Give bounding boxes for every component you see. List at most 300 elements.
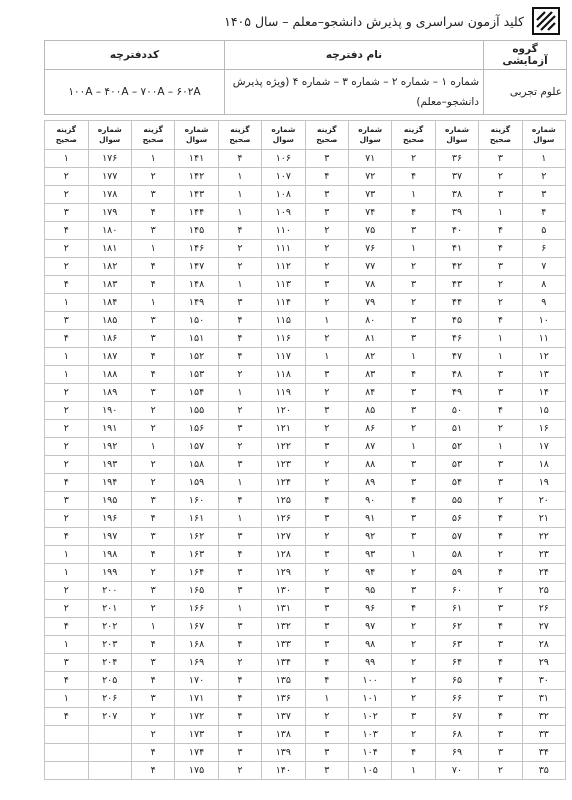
- correct-answer: ۴: [45, 528, 89, 546]
- question-number: [88, 744, 131, 762]
- question-number: ۶۸: [435, 726, 478, 744]
- correct-answer: ۲: [479, 294, 522, 312]
- question-number: ۳۸: [435, 186, 478, 204]
- question-number: ۱۱: [522, 330, 565, 348]
- correct-answer: ۴: [218, 708, 261, 726]
- question-number: ۱۸۸: [88, 366, 131, 384]
- question-number: ۱۰: [522, 312, 565, 330]
- correct-answer: ۱: [45, 690, 89, 708]
- question-number: ۵۱: [435, 420, 478, 438]
- correct-answer: ۲: [392, 672, 435, 690]
- question-number: ۱۲۹: [262, 564, 305, 582]
- question-number: ۱۱۶: [262, 330, 305, 348]
- question-number: ۱۰۴: [348, 744, 391, 762]
- question-number: ۷۶: [348, 240, 391, 258]
- question-number: ۱۹۳: [88, 456, 131, 474]
- question-number: ۱۱۲: [262, 258, 305, 276]
- question-number: ۱۶۲: [175, 528, 218, 546]
- question-number: ۶۱: [435, 600, 478, 618]
- correct-answer: ۲: [479, 492, 522, 510]
- question-number: ۷۹: [348, 294, 391, 312]
- correct-answer: ۳: [479, 150, 522, 168]
- question-number: ۴۲: [435, 258, 478, 276]
- question-number: ۵۰: [435, 402, 478, 420]
- correct-answer: ۴: [131, 636, 174, 654]
- correct-answer: ۳: [218, 582, 261, 600]
- correct-answer: ۴: [218, 636, 261, 654]
- correct-answer: ۴: [131, 258, 174, 276]
- question-number: ۲: [522, 168, 565, 186]
- question-number: ۱۹۲: [88, 438, 131, 456]
- correct-answer: ۲: [45, 168, 89, 186]
- correct-answer: ۴: [479, 240, 522, 258]
- correct-answer: ۱: [45, 294, 89, 312]
- question-number: ۱۳۳: [262, 636, 305, 654]
- question-number: ۱۱۷: [262, 348, 305, 366]
- correct-answer: ۴: [479, 618, 522, 636]
- table-row: [45, 384, 566, 402]
- correct-answer: ۴: [305, 492, 348, 510]
- correct-answer: ۳: [305, 600, 348, 618]
- table-row: [45, 546, 566, 564]
- question-number: ۱۲۳: [262, 456, 305, 474]
- question-number: ۴: [522, 204, 565, 222]
- correct-answer: ۴: [392, 744, 435, 762]
- correct-answer: ۳: [131, 222, 174, 240]
- correct-answer: ۳: [305, 618, 348, 636]
- correct-answer: ۴: [479, 402, 522, 420]
- question-number: ۱۸۰: [88, 222, 131, 240]
- correct-answer: ۳: [45, 312, 89, 330]
- correct-answer: ۴: [131, 762, 174, 780]
- question-number: ۱۶۷: [175, 618, 218, 636]
- correct-answer: ۲: [392, 150, 435, 168]
- correct-answer: ۴: [218, 690, 261, 708]
- correct-answer: ۳: [131, 582, 174, 600]
- question-number: ۱۱۰: [262, 222, 305, 240]
- correct-answer: ۴: [45, 276, 89, 294]
- correct-answer: ۲: [45, 456, 89, 474]
- question-number: ۳۷: [435, 168, 478, 186]
- correct-answer-header: گزینه صحیح: [392, 121, 435, 150]
- correct-answer: ۴: [218, 312, 261, 330]
- table-row: [45, 528, 566, 546]
- question-number: ۸۹: [348, 474, 391, 492]
- table-row: [45, 474, 566, 492]
- question-number: ۴۷: [435, 348, 478, 366]
- correct-answer: ۳: [305, 186, 348, 204]
- correct-answer-header: گزینه صحیح: [218, 121, 261, 150]
- question-number: ۸۳: [348, 366, 391, 384]
- correct-answer: ۴: [479, 708, 522, 726]
- correct-answer: ۱: [218, 186, 261, 204]
- table-row: [45, 618, 566, 636]
- correct-answer: ۲: [131, 600, 174, 618]
- question-number: ۵۶: [435, 510, 478, 528]
- correct-answer: ۲: [45, 600, 89, 618]
- question-number: ۴۳: [435, 276, 478, 294]
- correct-answer: ۳: [305, 582, 348, 600]
- correct-answer: ۲: [45, 582, 89, 600]
- correct-answer: ۲: [218, 366, 261, 384]
- question-number: ۱: [522, 150, 565, 168]
- table-row: [45, 186, 566, 204]
- correct-answer: ۲: [305, 456, 348, 474]
- correct-answer: ۲: [305, 564, 348, 582]
- correct-answer: ۲: [45, 438, 89, 456]
- correct-answer: ۱: [45, 348, 89, 366]
- correct-answer: ۱: [218, 276, 261, 294]
- question-number: ۱۳: [522, 366, 565, 384]
- correct-answer: ۲: [305, 708, 348, 726]
- question-number: ۹۰: [348, 492, 391, 510]
- question-number: ۲۰۲: [88, 618, 131, 636]
- question-number: ۲۲: [522, 528, 565, 546]
- correct-answer: ۳: [218, 420, 261, 438]
- question-number: ۶۰: [435, 582, 478, 600]
- table-row: [45, 222, 566, 240]
- question-number-header: شماره سوال: [435, 121, 478, 150]
- question-number: ۷۳: [348, 186, 391, 204]
- correct-answer: ۲: [305, 294, 348, 312]
- correct-answer: ۱: [218, 204, 261, 222]
- question-number: ۱۱۴: [262, 294, 305, 312]
- question-number: ۸۱: [348, 330, 391, 348]
- question-number: ۵۵: [435, 492, 478, 510]
- question-number: ۱۲۵: [262, 492, 305, 510]
- question-number: ۵۷: [435, 528, 478, 546]
- table-row: [45, 150, 566, 168]
- question-number: ۱۰۱: [348, 690, 391, 708]
- correct-answer: ۲: [131, 420, 174, 438]
- correct-answer: ۳: [479, 744, 522, 762]
- correct-answer: ۲: [305, 528, 348, 546]
- question-number: ۴۸: [435, 366, 478, 384]
- question-number: ۱۰۵: [348, 762, 391, 780]
- column-header-row: [45, 121, 566, 150]
- question-number: ۱۲۶: [262, 510, 305, 528]
- question-number: ۱۲: [522, 348, 565, 366]
- correct-answer: ۴: [131, 366, 174, 384]
- correct-answer: ۳: [392, 456, 435, 474]
- correct-answer: ۲: [392, 564, 435, 582]
- correct-answer: ۲: [45, 510, 89, 528]
- correct-answer: ۳: [392, 510, 435, 528]
- question-number: ۱۶۸: [175, 636, 218, 654]
- correct-answer: ۴: [218, 546, 261, 564]
- question-number: ۹۹: [348, 654, 391, 672]
- question-number: ۱۴۰: [262, 762, 305, 780]
- question-number: ۱۹۶: [88, 510, 131, 528]
- question-number: ۲۵: [522, 582, 565, 600]
- question-number: ۱۳۷: [262, 708, 305, 726]
- question-number: ۵۸: [435, 546, 478, 564]
- correct-answer: ۳: [218, 294, 261, 312]
- header: [40, 6, 560, 36]
- correct-answer: ۱: [131, 150, 174, 168]
- question-number: ۱۵۳: [175, 366, 218, 384]
- question-number: ۵۴: [435, 474, 478, 492]
- question-number: ۱۴۸: [175, 276, 218, 294]
- question-number: ۲۰۴: [88, 654, 131, 672]
- question-number: ۱۸۷: [88, 348, 131, 366]
- question-number: ۱۴: [522, 384, 565, 402]
- correct-answer: ۱: [45, 564, 89, 582]
- correct-answer: ۴: [218, 222, 261, 240]
- correct-answer: ۲: [392, 420, 435, 438]
- correct-answer: ۳: [305, 366, 348, 384]
- correct-answer: ۱: [392, 240, 435, 258]
- question-number: ۱۰۶: [262, 150, 305, 168]
- correct-answer: ۲: [305, 330, 348, 348]
- question-number: ۱۷۱: [175, 690, 218, 708]
- question-number: ۱۶۰: [175, 492, 218, 510]
- question-number: ۹۴: [348, 564, 391, 582]
- question-number: ۲۹: [522, 654, 565, 672]
- correct-answer: ۲: [305, 420, 348, 438]
- question-number: ۱۸۵: [88, 312, 131, 330]
- correct-answer: ۴: [45, 618, 89, 636]
- question-number: ۱۵۵: [175, 402, 218, 420]
- correct-answer-header: گزینه صحیح: [479, 121, 522, 150]
- correct-answer: ۳: [305, 150, 348, 168]
- question-number-header: شماره سوال: [175, 121, 218, 150]
- answer-key-table: [44, 120, 566, 780]
- question-number: ۱۷۸: [88, 186, 131, 204]
- booklet-codes-value: ۱۰۰A – ۴۰۰A – ۷۰۰A – ۶۰۲A: [45, 70, 225, 115]
- correct-answer: ۱: [131, 294, 174, 312]
- table-row: [45, 510, 566, 528]
- table-row: [45, 168, 566, 186]
- correct-answer: ۱: [392, 348, 435, 366]
- question-number: ۶۳: [435, 636, 478, 654]
- question-number: ۱۹۷: [88, 528, 131, 546]
- group-value: علوم تجربی: [484, 70, 567, 115]
- question-number: ۲۰۳: [88, 636, 131, 654]
- question-number: ۱۲۱: [262, 420, 305, 438]
- question-number: ۱۴۲: [175, 168, 218, 186]
- correct-answer: ۳: [131, 690, 174, 708]
- correct-answer: ۴: [392, 168, 435, 186]
- question-number: ۲۳: [522, 546, 565, 564]
- correct-answer: ۴: [392, 600, 435, 618]
- correct-answer: ۲: [392, 294, 435, 312]
- correct-answer: ۳: [131, 528, 174, 546]
- question-number: ۶: [522, 240, 565, 258]
- table-row: [45, 762, 566, 780]
- question-number: ۱۹: [522, 474, 565, 492]
- table-row: [45, 600, 566, 618]
- question-number: ۸۶: [348, 420, 391, 438]
- correct-answer: ۳: [218, 618, 261, 636]
- correct-answer-header: گزینه صحیح: [305, 121, 348, 150]
- question-number: ۳۵: [522, 762, 565, 780]
- question-number-header: شماره سوال: [88, 121, 131, 150]
- correct-answer: ۴: [479, 222, 522, 240]
- correct-answer: ۴: [131, 204, 174, 222]
- correct-answer: ۴: [479, 528, 522, 546]
- question-number: ۹۷: [348, 618, 391, 636]
- question-number: ۹۶: [348, 600, 391, 618]
- correct-answer: ۴: [479, 312, 522, 330]
- correct-answer: ۲: [392, 654, 435, 672]
- brand-logo-icon: [532, 7, 560, 35]
- table-row: [45, 420, 566, 438]
- question-number: ۱۵۶: [175, 420, 218, 438]
- question-number: ۱۳۲: [262, 618, 305, 636]
- booklet-name-header: نام دفترچه: [225, 41, 484, 70]
- correct-answer: ۳: [305, 510, 348, 528]
- correct-answer: ۳: [305, 762, 348, 780]
- correct-answer: ۴: [45, 474, 89, 492]
- correct-answer: ۲: [392, 618, 435, 636]
- question-number: ۱۷۰: [175, 672, 218, 690]
- question-number: ۱۰۰: [348, 672, 391, 690]
- correct-answer: ۴: [131, 744, 174, 762]
- correct-answer: ۱: [479, 348, 522, 366]
- question-number: ۱۳۸: [262, 726, 305, 744]
- table-row: [45, 564, 566, 582]
- correct-answer: ۱: [218, 510, 261, 528]
- question-number: ۴۹: [435, 384, 478, 402]
- table-row: [45, 636, 566, 654]
- correct-answer-header: گزینه صحیح: [131, 121, 174, 150]
- table-row: [45, 240, 566, 258]
- correct-answer: ۴: [479, 672, 522, 690]
- question-number: ۱۹۰: [88, 402, 131, 420]
- correct-answer: ۱: [218, 384, 261, 402]
- correct-answer: ۱: [392, 762, 435, 780]
- correct-answer: ۳: [131, 492, 174, 510]
- question-number: ۱۳۵: [262, 672, 305, 690]
- correct-answer: ۲: [218, 402, 261, 420]
- correct-answer: ۲: [392, 726, 435, 744]
- correct-answer: ۳: [479, 456, 522, 474]
- question-number: ۱۷۵: [175, 762, 218, 780]
- question-number: ۲۶: [522, 600, 565, 618]
- question-number: ۱۴۱: [175, 150, 218, 168]
- correct-answer: ۳: [479, 366, 522, 384]
- correct-answer: ۲: [392, 690, 435, 708]
- question-number: ۳۳: [522, 726, 565, 744]
- correct-answer: ۲: [218, 762, 261, 780]
- correct-answer: ۳: [131, 654, 174, 672]
- question-number: ۱۲۰: [262, 402, 305, 420]
- correct-answer: ۴: [392, 204, 435, 222]
- question-number: ۱۰۲: [348, 708, 391, 726]
- table-row: [45, 690, 566, 708]
- correct-answer: ۳: [218, 456, 261, 474]
- correct-answer: ۲: [218, 240, 261, 258]
- correct-answer: ۱: [479, 438, 522, 456]
- question-number: ۱۵: [522, 402, 565, 420]
- correct-answer: ۳: [479, 186, 522, 204]
- question-number: ۱۳۴: [262, 654, 305, 672]
- question-number: ۴۵: [435, 312, 478, 330]
- correct-answer: ۲: [305, 222, 348, 240]
- page-title: کلید آزمون سراسری و پذیرش دانشجو–معلم – سال ۱۴۰۵: [224, 13, 524, 29]
- correct-answer: ۲: [479, 420, 522, 438]
- question-number: ۹۸: [348, 636, 391, 654]
- question-number: ۷۲: [348, 168, 391, 186]
- question-number: ۱۴۳: [175, 186, 218, 204]
- correct-answer: ۳: [479, 690, 522, 708]
- table-row: [45, 726, 566, 744]
- correct-answer: ۲: [45, 240, 89, 258]
- correct-answer: ۳: [392, 276, 435, 294]
- question-number-header: شماره سوال: [348, 121, 391, 150]
- correct-answer: ۲: [479, 762, 522, 780]
- correct-answer: ۳: [45, 492, 89, 510]
- question-number: ۱۷۲: [175, 708, 218, 726]
- correct-answer: ۳: [218, 726, 261, 744]
- correct-answer: ۲: [305, 474, 348, 492]
- correct-answer: ۱: [392, 438, 435, 456]
- question-number: ۶۲: [435, 618, 478, 636]
- question-number: ۲۷: [522, 618, 565, 636]
- correct-answer: [45, 726, 89, 744]
- correct-answer: ۳: [305, 546, 348, 564]
- question-number: ۱۰۳: [348, 726, 391, 744]
- question-number: ۷۷: [348, 258, 391, 276]
- correct-answer: ۳: [392, 384, 435, 402]
- correct-answer: ۴: [131, 546, 174, 564]
- question-number: ۵۲: [435, 438, 478, 456]
- question-number: ۱۹۵: [88, 492, 131, 510]
- table-row: [45, 672, 566, 690]
- question-number: ۱۵۲: [175, 348, 218, 366]
- question-number: ۱۶۶: [175, 600, 218, 618]
- correct-answer: ۳: [305, 438, 348, 456]
- correct-answer: ۲: [305, 258, 348, 276]
- question-number: ۱۶۹: [175, 654, 218, 672]
- correct-answer: ۲: [45, 420, 89, 438]
- correct-answer: ۱: [392, 186, 435, 204]
- question-number-header: شماره سوال: [262, 121, 305, 150]
- correct-answer: ۲: [479, 276, 522, 294]
- correct-answer: ۳: [45, 204, 89, 222]
- question-number: ۱۵۰: [175, 312, 218, 330]
- question-number: ۱۱۹: [262, 384, 305, 402]
- question-number: ۷۱: [348, 150, 391, 168]
- question-number: ۱۸: [522, 456, 565, 474]
- question-number: ۶۵: [435, 672, 478, 690]
- question-number: ۲۰۵: [88, 672, 131, 690]
- question-number: ۸: [522, 276, 565, 294]
- question-number: ۱۱۸: [262, 366, 305, 384]
- question-number: ۷۵: [348, 222, 391, 240]
- question-number: ۱۲۸: [262, 546, 305, 564]
- correct-answer: ۴: [45, 222, 89, 240]
- question-number: ۱۲۷: [262, 528, 305, 546]
- question-number: ۲۰۰: [88, 582, 131, 600]
- question-number: ۹۵: [348, 582, 391, 600]
- question-number: ۷۸: [348, 276, 391, 294]
- correct-answer: ۳: [305, 726, 348, 744]
- table-row: [45, 348, 566, 366]
- correct-answer: ۲: [131, 456, 174, 474]
- correct-answer: ۳: [131, 384, 174, 402]
- question-number: ۱۹۴: [88, 474, 131, 492]
- question-number: ۸۲: [348, 348, 391, 366]
- question-number: ۱۰۸: [262, 186, 305, 204]
- correct-answer: ۴: [218, 492, 261, 510]
- correct-answer: ۱: [131, 240, 174, 258]
- question-number: ۵: [522, 222, 565, 240]
- correct-answer: ۴: [45, 672, 89, 690]
- correct-answer: ۲: [45, 258, 89, 276]
- question-number: ۱۳۰: [262, 582, 305, 600]
